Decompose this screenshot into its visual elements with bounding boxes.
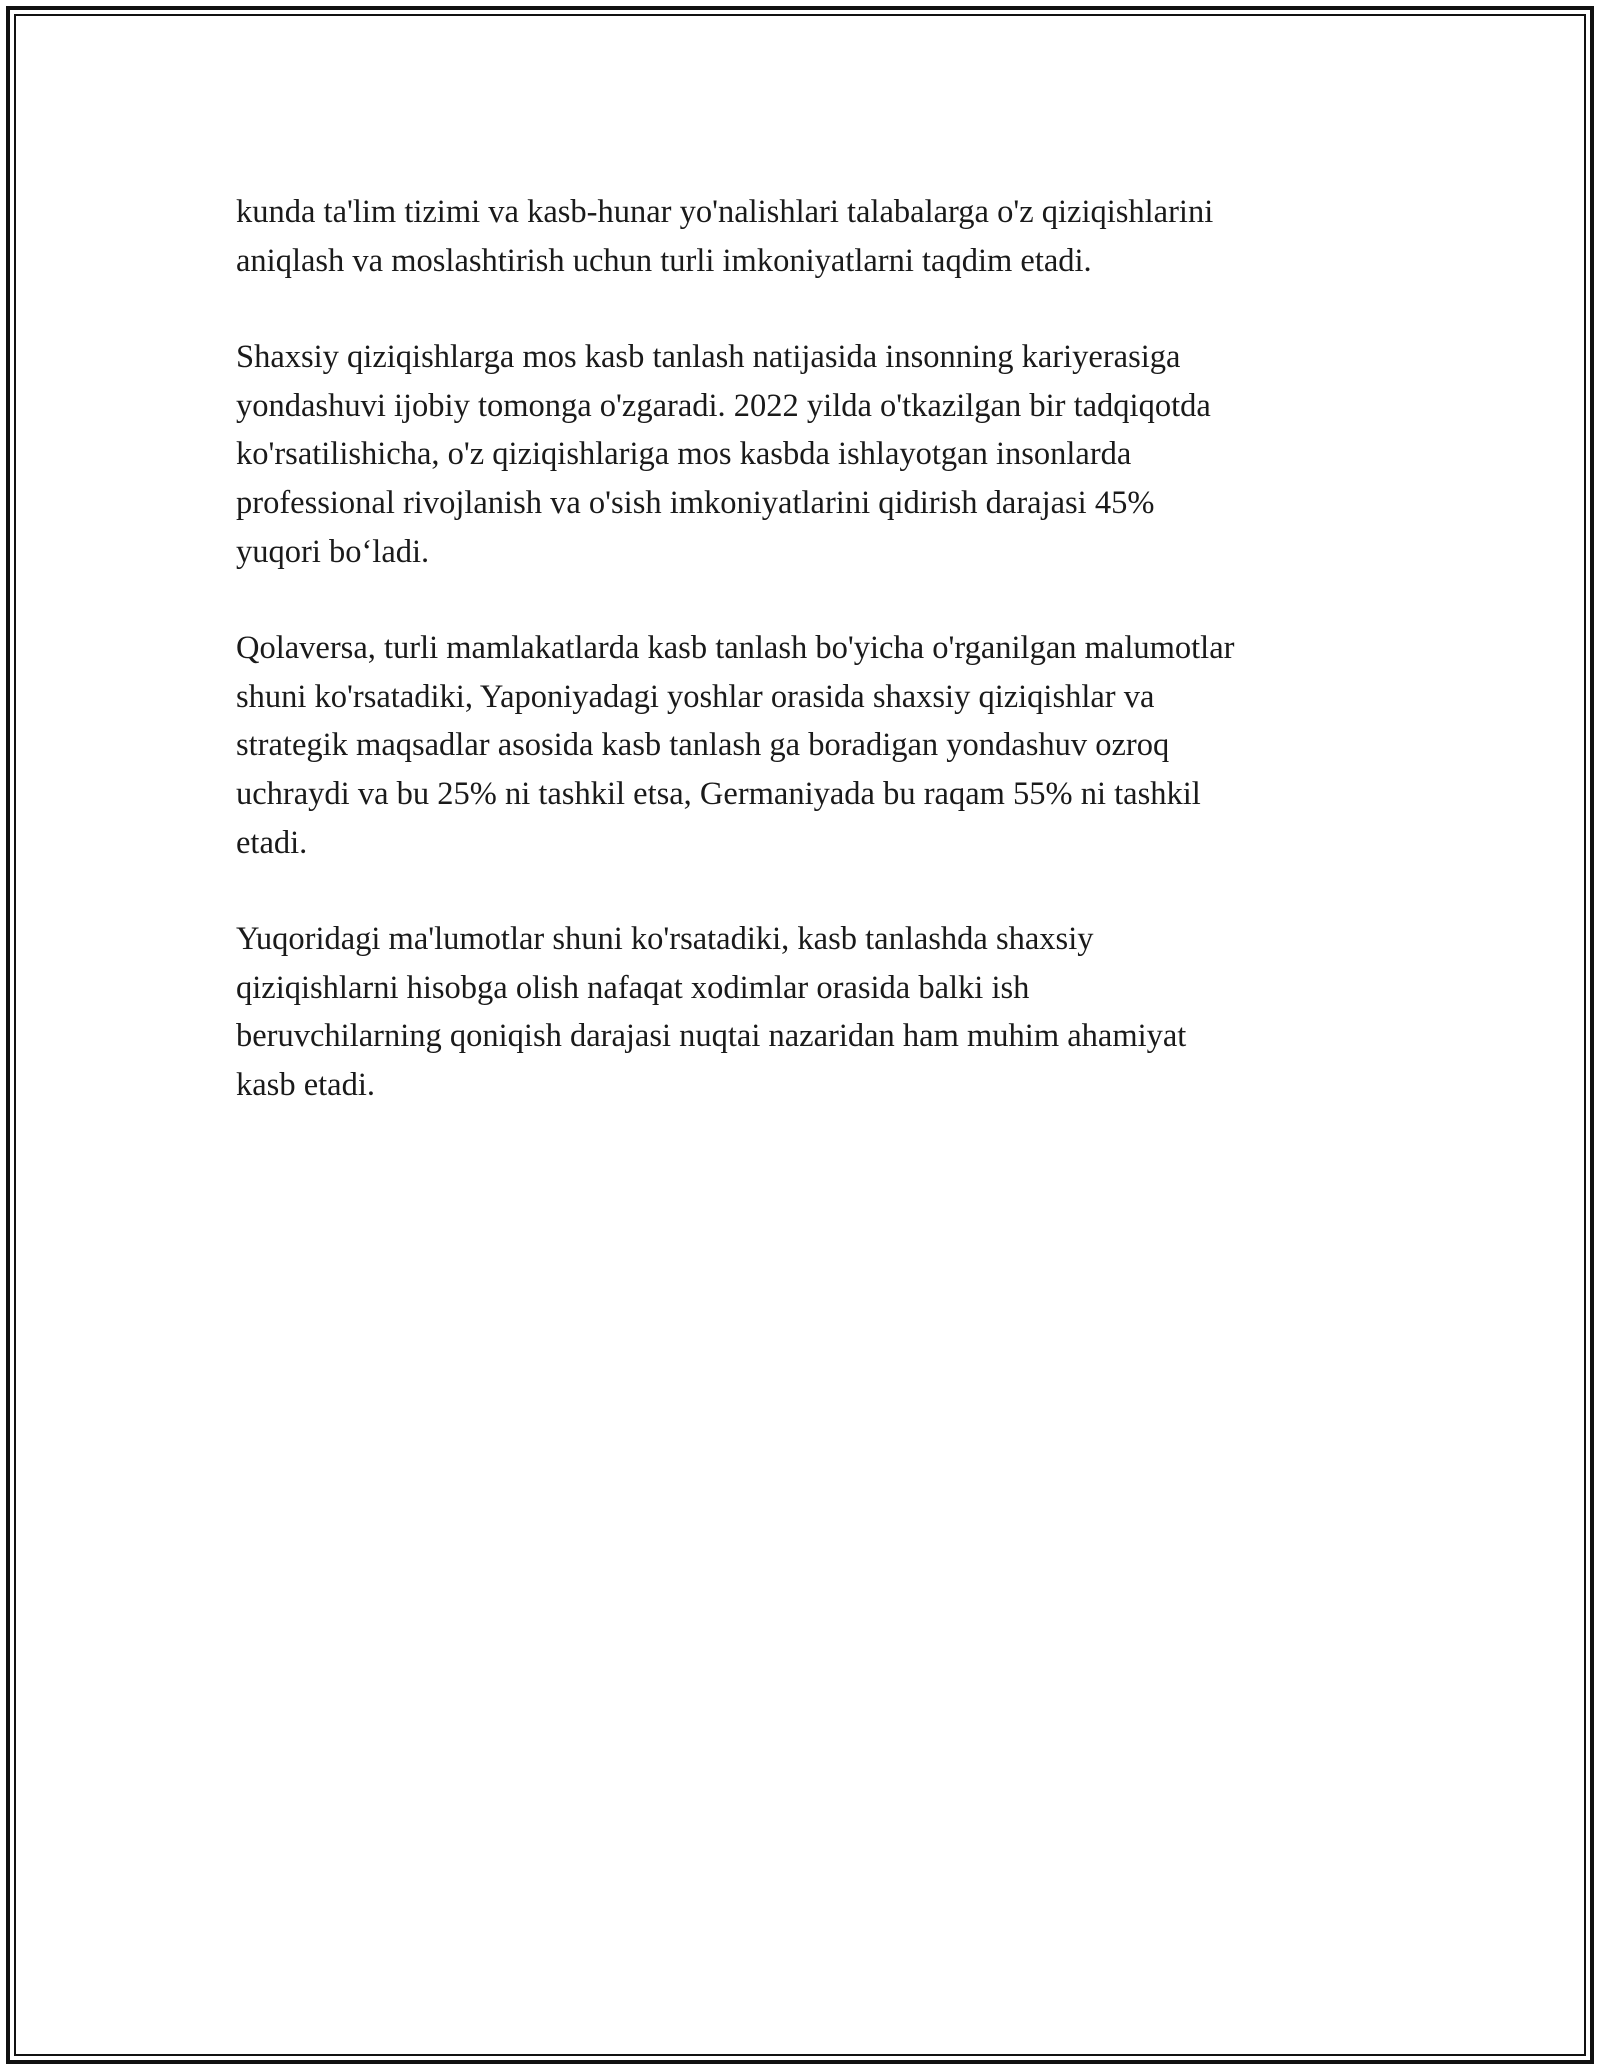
text-line: qiziqishlarni hisobga olish nafaqat xodimlar orasida balki ish — [236, 969, 1030, 1006]
text-line: uchraydi va bu 25% ni tashkil etsa, Germaniyada bu raqam 55% ni tashkil — [236, 775, 1201, 812]
text-line: yondashuvi ijobiy tomonga o'zgaradi. 2022 yilda o'tkazilgan bir tadqiqotda — [236, 387, 1211, 424]
text-line: kasb etadi. — [236, 1066, 375, 1103]
paragraph-4 — [236, 915, 1386, 1109]
text-line: yuqori bo‘ladi. — [236, 533, 430, 570]
text-line: kunda ta'lim tizimi va kasb-hunar yo'nalishlari talabalarga o'z qiziqishlarini — [236, 194, 1214, 230]
text-line: Yuqoridagi ma'lumotlar shuni ko'rsatadiki, kasb tanlashda shaxsiy — [236, 921, 1094, 958]
paragraph-3 — [236, 624, 1386, 867]
text-line: Qolaversa, turli mamlakatlarda kasb tanlash bo'yicha o'rganilgan malumotlar — [236, 630, 1235, 667]
text-line: professional rivojlanish va o'sish imkoniyatlarini qidirish darajasi 45% — [236, 484, 1155, 521]
document-body — [236, 188, 1386, 1158]
paragraph-2 — [236, 333, 1386, 576]
text-line: aniqlash va moslashtirish uchun turli imkoniyatlarni taqdim etadi. — [236, 242, 1092, 279]
text-line: strategik maqsadlar asosida kasb tanlash ga boradigan yondashuv ozroq — [236, 727, 1170, 764]
text-line: etadi. — [236, 824, 308, 861]
paragraph-1 — [236, 188, 1386, 285]
text-line: Shaxsiy qiziqishlarga mos kasb tanlash natijasida insonning kariyerasiga — [236, 339, 1181, 376]
text-line: beruvchilarning qoniqish darajasi nuqtai nazaridan ham muhim ahamiyat — [236, 1018, 1187, 1055]
text-line: shuni ko'rsatadiki, Yaponiyadagi yoshlar orasida shaxsiy qiziqishlar va — [236, 678, 1155, 715]
text-line: ko'rsatilishicha, o'z qiziqishlariga mos kasbda ishlayotgan insonlarda — [236, 436, 1132, 473]
